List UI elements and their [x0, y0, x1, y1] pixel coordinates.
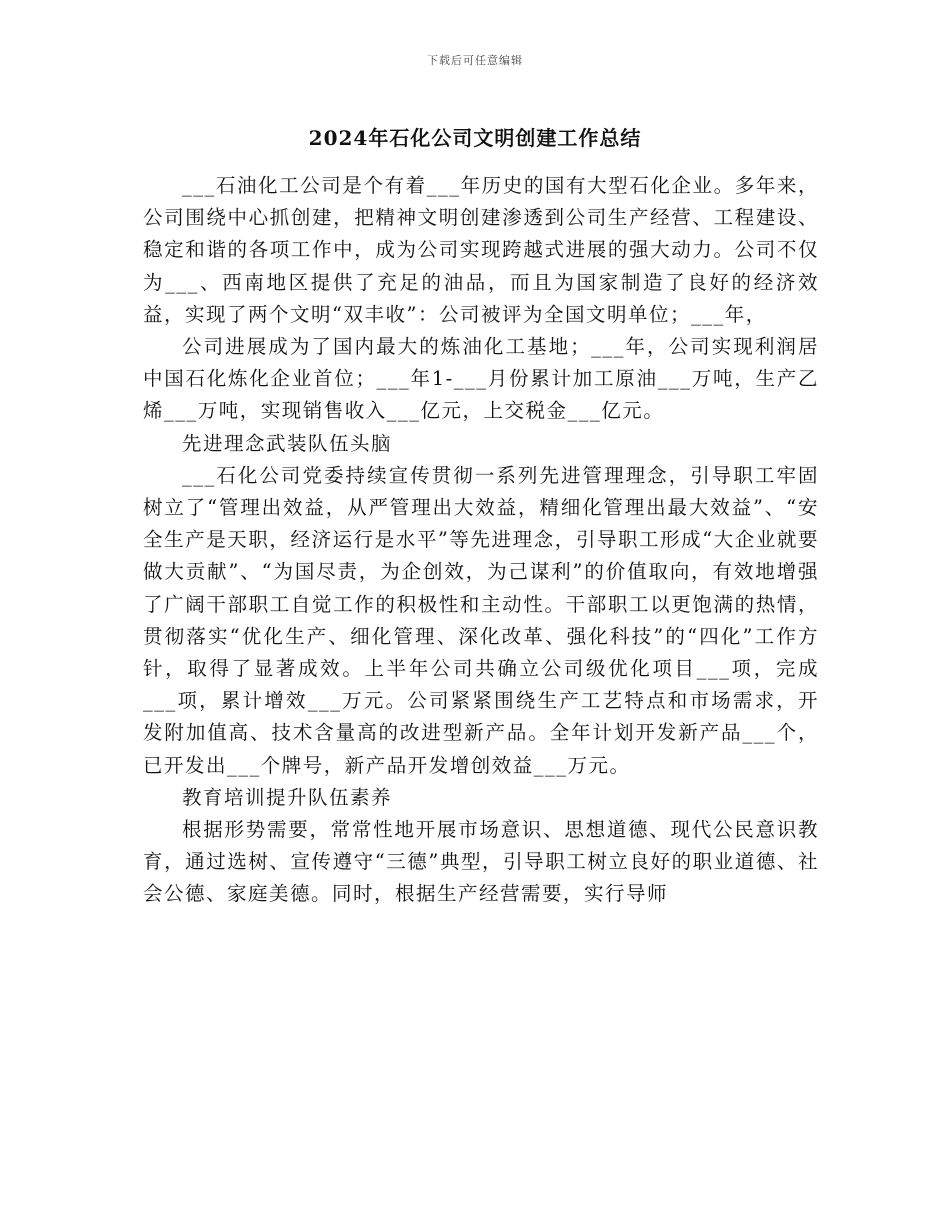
- paragraph-achievements: 公司进展成为了国内最大的炼油化工基地；___年，公司实现利润居中国石化炼化企业首位；___年1-___月份累计加工原油___万吨，生产乙烯___万吨，实现销售收入___亿元，上交税金___亿元。: [143, 335, 819, 423]
- paragraph-concepts: ___石化公司党委持续宣传贯彻一系列先进管理理念，引导职工牢固树立了“管理出效益，从严管理出大效益，精细化管理出最大效益”、“安全生产是天职，经济运行是水平”等先进理念，引导职工形成“大企业就要做大贡献”、“为国尽责，为企创效，为己谋利”的价值取向，有效地增强了广阔干部职工自觉工作的积极性和主动性。干部职工以更饱满的热情，贯彻落实“优化生产、细化管理、深化改革、强化科技”的“四化”工作方针，取得了显著成效。上半年公司共确立公司级优化项目___项，完成___项，累计增效___万元。公司紧紧围绕生产工艺特点和市场需求，开发附加值高、技术含量高的改进型新产品。全年计划开发新产品___个，已开发出___个牌号，新产品开发增创效益___万元。: [143, 463, 819, 777]
- section-heading-concepts: 先进理念武装队伍头脑: [182, 431, 393, 455]
- document-body: [143, 170, 819, 911]
- page-header-note: 下载后可任意编辑: [427, 54, 523, 67]
- paragraph-intro: ___石油化工公司是个有着___年历史的国有大型石化企业。多年来，公司围绕中心抓创建，把精神文明创建渗透到公司生产经营、工程建设、稳定和谐的各项工作中，成为公司实现跨越式进展的强大动力。公司不仅为___、西南地区提供了充足的油品，而且为国家制造了良好的经济效益，实现了两个文明“双丰收”：公司被评为全国文明单位；___年，: [143, 174, 819, 326]
- document-title: 2024年石化公司文明创建工作总结: [308, 126, 642, 150]
- section-heading-training: 教育培训提升队伍素养: [182, 785, 393, 809]
- paragraph-training: 根据形势需要，常常性地开展市场意识、思想道德、现代公民意识教育，通过选树、宣传遵守“三德”典型，引导职工树立良好的职业道德、社会公德、家庭美德。同时，根据生产经营需要，实行导师: [143, 818, 819, 906]
